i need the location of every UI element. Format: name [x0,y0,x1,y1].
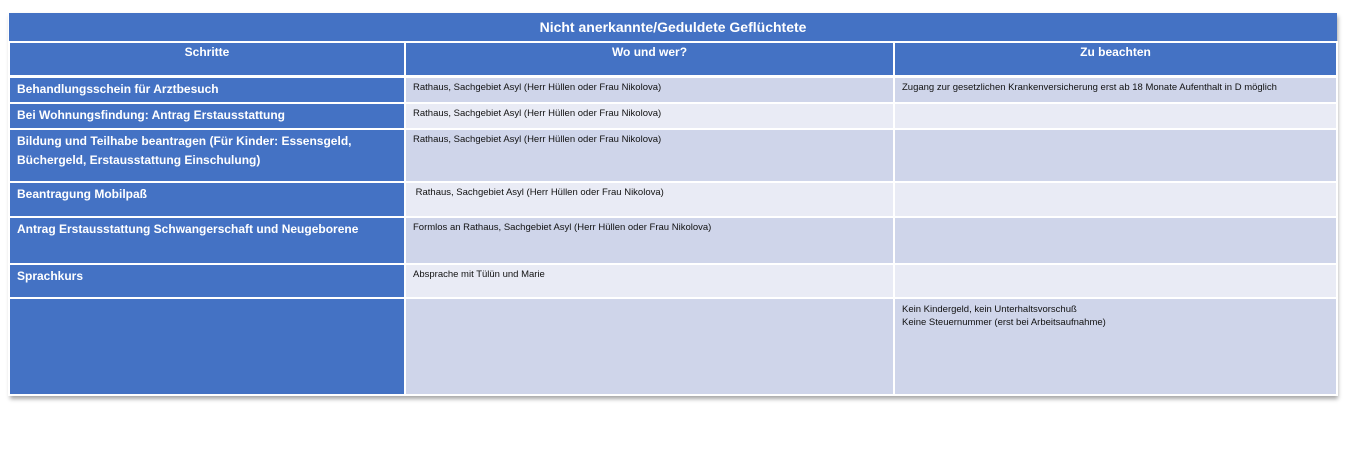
table-header-row [9,42,1337,76]
step-cell: Bei Wohnungsfindung: Antrag Erstausstattung [9,103,405,129]
note-cell [894,103,1337,129]
step-cell: Antrag Erstausstattung Schwangerschaft und Neugeborene [9,217,405,264]
note-cell [894,298,1337,395]
header-schritte: Schritte [9,42,405,76]
where-cell: Rathaus, Sachgebiet Asyl (Herr Hüllen oder Frau Nikolova) [405,103,894,129]
note-cell [894,217,1337,264]
where-cell [405,298,894,395]
refugee-steps-table [8,13,1338,396]
table-row [9,129,1337,182]
where-cell: Formlos an Rathaus, Sachgebiet Asyl (Herr Hüllen oder Frau Nikolova) [405,217,894,264]
table-row [9,103,1337,129]
where-cell: Absprache mit Tülün und Marie [405,264,894,298]
note-cell [894,129,1337,182]
step-cell [9,129,405,182]
table-title: Nicht anerkannte/Geduldete Geflüchtete [9,13,1337,42]
document-table-container [8,13,1336,396]
note-cell: Zugang zur gesetzlichen Krankenversicherung erst ab 18 Monate Aufenthalt in D möglich [894,76,1337,103]
header-zu-beachten: Zu beachten [894,42,1337,76]
step-cell: Beantragung Mobilpaß [9,182,405,217]
note-line: Keine Steuernummer (erst bei Arbeitsaufnahme) [902,317,1106,328]
step-cell [9,298,405,395]
table-row [9,182,1337,217]
where-cell: Rathaus, Sachgebiet Asyl (Herr Hüllen oder Frau Nikolova) [405,182,894,217]
where-cell: Rathaus, Sachgebiet Asyl (Herr Hüllen oder Frau Nikolova) [405,76,894,103]
step-cell: Sprachkurs [9,264,405,298]
note-cell [894,264,1337,298]
table-title-row [9,13,1337,42]
where-cell: Rathaus, Sachgebiet Asyl (Herr Hüllen oder Frau Nikolova) [405,129,894,182]
table-row [9,76,1337,103]
note-line: Kein Kindergeld, kein Unterhaltsvorschuß [902,304,1077,315]
step-cell: Behandlungsschein für Arztbesuch [9,76,405,103]
table-row [9,298,1337,395]
table-row [9,217,1337,264]
header-wo-und-wer: Wo und wer? [405,42,894,76]
table-row [9,264,1337,298]
step-line: Bildung und Teilhabe beantragen (Für Kinder: Essensgeld, [17,134,352,148]
step-line: Büchergeld, Erstausstattung Einschulung) [17,153,261,167]
note-cell [894,182,1337,217]
